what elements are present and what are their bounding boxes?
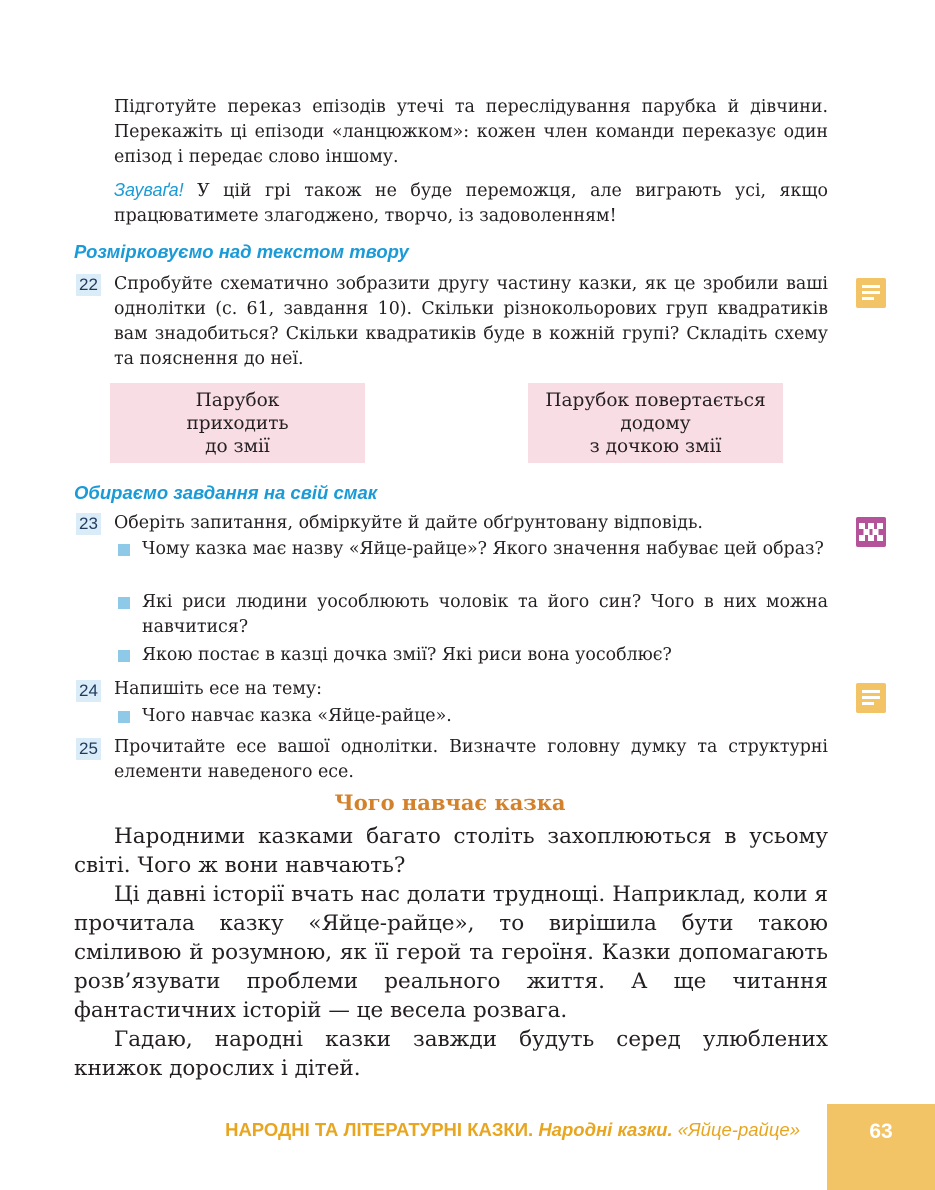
- task-number-25: 25: [76, 738, 101, 760]
- scheme-box-end-line: з дочкою змії: [589, 435, 722, 457]
- written-task-icon: [856, 278, 886, 308]
- scheme-box-start-line: приходить: [186, 412, 289, 434]
- scheme-box-start-line: до змії: [205, 435, 270, 457]
- scheme-box-end-line: додому: [620, 412, 691, 434]
- task-number-23: 23: [76, 513, 101, 535]
- essay-paragraph: Гадаю, народні казки завжди будуть серед улюблених книжок дорослих і дітей.: [74, 1027, 828, 1081]
- scheme-box-start: [110, 383, 365, 463]
- task-22-text: Спробуйте схематично зобразити другу частину казки, як це зробили ваші однолітки (с. 61, завдання 10). Скільки різнокольорових груп квадратиків вам знадобиться? Скільки квадратиків буде в кожній групі? Складіть схему та пояснення до неї.: [114, 274, 828, 369]
- page-number: 63: [827, 1104, 935, 1190]
- essay-paragraph: Ці давні історії вчать нас долати труднощі. Наприклад, коли я прочитала казку «Яйце-райце», то вирішила бути такою сміливою й розумною, як її герой та героїня. Казки допомагають розв’язувати проблеми реального життя. А ще читання фантастичних історій — це весела розвага.: [74, 882, 828, 1023]
- bullet-icon: [118, 711, 130, 723]
- note-text: У цій грі також не буде переможця, але виграють усі, якщо працюватимете злагоджено, творчо, із задоволенням!: [114, 181, 828, 226]
- scheme-box-end-line: Парубок повертається: [545, 389, 766, 411]
- bullet-icon: [118, 650, 130, 662]
- bullet-icon: [118, 544, 130, 556]
- task-23-bullet: Чому казка має назву «Яйце-райце»? Якого значення набуває цей образ?: [142, 539, 824, 559]
- footer-part-3: «Яйце-райце»: [677, 1119, 800, 1140]
- task-23-bullet: Які риси людини уособлюють чоловік та його син? Чого в них можна навчитися?: [142, 592, 828, 637]
- scheme-box-start-line: Парубок: [195, 389, 280, 411]
- task-25-text: Прочитайте есе вашої однолітки. Визначте головну думку та структурні елементи наведеного есе.: [114, 737, 828, 782]
- essay-paragraph: Народними казками багато століть захоплюються в усьому світі. Чого ж вони навчають?: [74, 824, 828, 878]
- note-label: Зауваґа!: [114, 180, 184, 200]
- task-23-bullet: Якою постає в казці дочка змії? Які риси вона уособлює?: [142, 645, 672, 665]
- section-title-reflect: Розмірковуємо над текстом твору: [74, 241, 409, 262]
- task-24-bullet: Чого навчає казка «Яйце-райце».: [142, 706, 452, 726]
- task-number-24: 24: [76, 680, 101, 702]
- footer-part-1: НАРОДНІ ТА ЛІТЕРАТУРНІ КАЗКИ.: [225, 1119, 534, 1140]
- bullet-icon: [118, 597, 130, 609]
- task-24-text: Напишіть есе на тему:: [114, 679, 322, 699]
- choice-task-icon: [856, 517, 886, 547]
- essay-title: Чого навчає казка: [334, 790, 566, 815]
- section-title-choose: Обираємо завдання на свій смак: [74, 482, 378, 503]
- written-task-icon: [856, 683, 886, 713]
- footer-part-2: Народні казки.: [538, 1119, 673, 1140]
- note-paragraph: [114, 178, 828, 229]
- task-23-text: Оберіть запитання, обміркуйте й дайте обґрунтовану відповідь.: [114, 513, 703, 533]
- running-footer: [225, 1119, 800, 1141]
- scheme-box-end: [528, 383, 783, 463]
- intro-paragraph: Підготуйте переказ епізодів утечі та переслідування парубка й дівчини. Перекажіть ці епізоди «ланцюжком»: кожен член команди переказує один епізод і передає слово іншому.: [114, 97, 828, 167]
- task-number-22: 22: [76, 274, 101, 296]
